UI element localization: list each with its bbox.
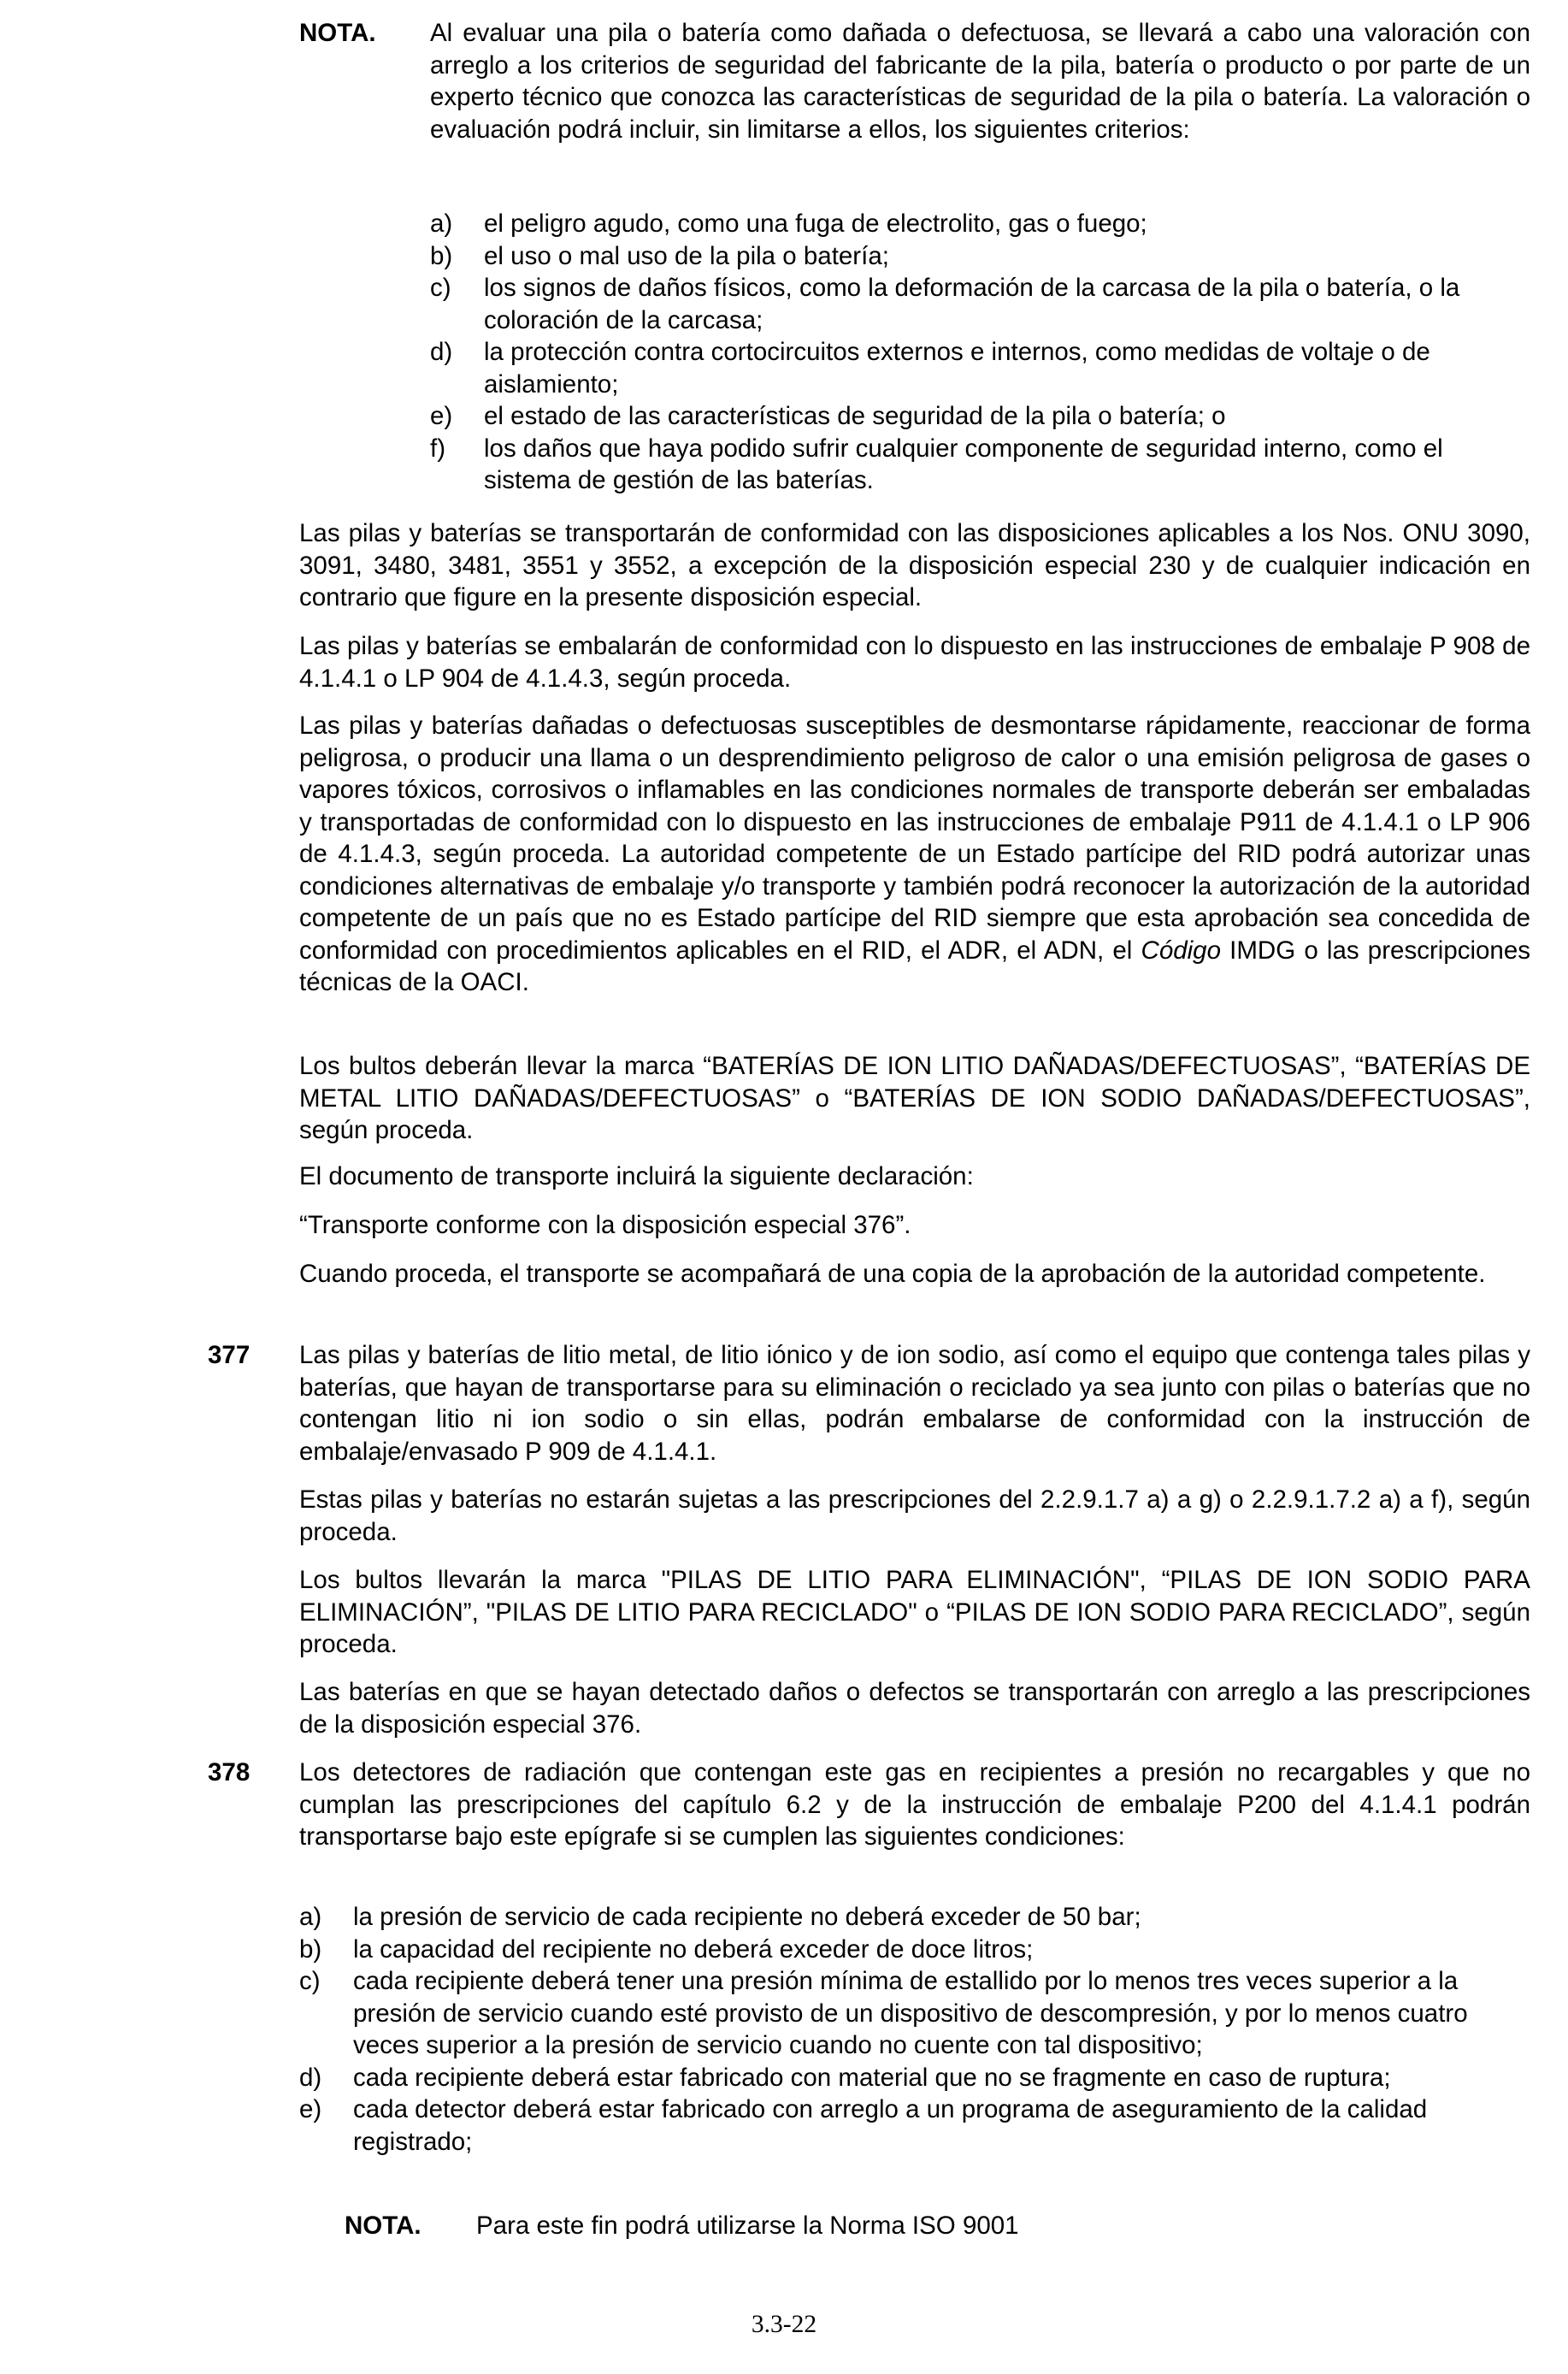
list-item-text: la protección contra cortocircuitos externos e internos, como medidas de voltaje o de aislamiento; — [484, 338, 1430, 399]
list-item-text: los daños que haya podido sufrir cualquier componente de seguridad interno, como el sistema de gestión de las baterías. — [484, 434, 1443, 494]
list-item-label: c) — [299, 1967, 321, 1995]
sp377-paragraph-4: Las baterías en que se hayan detectado daños o defectos se transportarán con arreglo a las prescripciones de la disposición especial 376. — [299, 1678, 1530, 1739]
list-item-text: la presión de servicio de cada recipiente no deberá exceder de 50 bar; — [353, 1903, 1141, 1931]
sp376-paragraph-7: Cuando proceda, el transporte se acompañará de una copia de la aprobación de la autoridad competente. — [299, 1260, 1486, 1288]
sp377-paragraph-3: Los bultos llevarán la marca "PILAS DE LITIO PARA ELIMINACIÓN", “PILAS DE ION SODIO PARA ELIMINACIÓN”, "PILAS DE LITIO PARA RECICLADO" o “PILAS DE ION SODIO PARA RECICLADO”, según proceda. — [299, 1566, 1530, 1658]
list-item — [430, 208, 1530, 240]
list-item — [430, 400, 1530, 433]
list-item — [299, 1934, 1530, 1966]
list-item-label: c) — [430, 274, 451, 302]
list-item — [430, 433, 1530, 497]
sp378-nota-label: NOTA. — [345, 2212, 421, 2240]
list-item — [430, 272, 1530, 336]
list-item-label: e) — [430, 402, 453, 430]
list-item-text: el estado de las características de seguridad de la pila o batería; o — [484, 402, 1226, 430]
list-item-text: cada recipiente deberá estar fabricado con material que no se fragmente en caso de ruptura; — [353, 2063, 1391, 2092]
page-number: 3.3-22 — [751, 2311, 817, 2338]
sp376-paragraph-4: Los bultos deberán llevar la marca “BATERÍAS DE ION LITIO DAÑADAS/DEFECTUOSAS”, “BATERÍAS DE METAL LITIO DAÑADAS/DEFECTUOSAS” o “BATERÍAS DE ION SODIO DAÑADAS/DEFECTUOSAS”, según proceda. — [299, 1052, 1530, 1144]
sp377-paragraph-1: Las pilas y baterías de litio metal, de litio iónico y de ion sodio, así como el equipo que contenga tales pilas y baterías, que hayan de transportarse para su eliminación o reciclado ya sea junto con pilas o baterías que no contengan litio ni ion sodio o sin ellas, podrán embalarse de conformidad con la instrucción de embalaje/envasado P 909 de 4.1.4.1. — [299, 1341, 1530, 1466]
list-item — [430, 336, 1530, 400]
nota-label: NOTA. — [299, 19, 376, 47]
list-item-text: la capacidad del recipiente no deberá exceder de doce litros; — [353, 1934, 1034, 1964]
list-item-text: los signos de daños físicos, como la deformación de la carcasa de la pila o batería, o la coloración de la carcasa; — [484, 274, 1460, 334]
sp378-nota-text: Para este fin podrá utilizarse la Norma ISO 9001 — [476, 2212, 1019, 2240]
list-item-text: cada recipiente deberá tener una presión mínima de estallido por lo menos tres veces superior a la presión de servicio cuando esté provisto de un dispositivo de descompresión, y por lo menos cuatro veces superior a la presión de servicio cuando no cuente con tal dispositivo; — [353, 1967, 1468, 2059]
list-item — [299, 2093, 1530, 2158]
list-item-label: a) — [299, 1903, 322, 1931]
list-item-label: a) — [430, 210, 453, 238]
list-item-label: d) — [430, 338, 453, 366]
list-item — [299, 1901, 1530, 1934]
sp376-paragraph-6: “Transporte conforme con la disposición especial 376”. — [299, 1211, 911, 1239]
sp376-paragraph-3-part-1: Las pilas y baterías dañadas o defectuosas susceptibles de desmontarse rápidamente, reaccionar de forma peligrosa, o producir una llama o un desprendimiento peligroso de calor o una emisión peligrosa de gases o vapores tóxicos, corrosivos o inflamables en las condiciones normales de transporte deberán ser embaladas y transportadas de conformidad con lo dispuesto en las instrucciones de embalaje P911 de 4.1.4.1 o LP 906 de 4.1.4.3, según proceda. La autoridad competente de un Estado partícipe del RID podrá autorizar unas condiciones alternativas de embalaje y/o transporte y también podrá reconocer la autorización de la autoridad competente de un país que no es Estado partícipe del RID siempre que esta aprobación sea concedida de conformidad con procedimientos aplicables en el RID, el ADR, el ADN, el — [299, 712, 1530, 965]
sp376-paragraph-1: Las pilas y baterías se transportarán de conformidad con las disposiciones aplicables a los Nos. ONU 3090, 3091, 3480, 3481, 3551 y 3552, a excepción de la disposición especial 230 y de cualquier indicación en contrario que figure en la presente disposición especial. — [299, 519, 1530, 611]
list-item-text: el peligro agudo, como una fuga de electrolito, gas o fuego; — [484, 210, 1147, 238]
nota-criteria-list — [430, 208, 1530, 497]
list-item — [430, 240, 1530, 273]
sp376-paragraph-3 — [299, 710, 1530, 999]
sp378-number: 378 — [208, 1758, 251, 1786]
list-item-text: el uso o mal uso de la pila o batería; — [484, 241, 889, 270]
list-item-label: e) — [299, 2095, 322, 2123]
list-item — [299, 2062, 1530, 2094]
list-item-label: f) — [430, 434, 446, 463]
sp378-conditions-list — [299, 1901, 1530, 2158]
sp376-paragraph-2: Las pilas y baterías se embalarán de conformidad con lo dispuesto en las instrucciones de embalaje P 908 de 4.1.4.1 o LP 904 de 4.1.4.3, según proceda. — [299, 632, 1530, 693]
list-item-text: cada detector deberá estar fabricado con arreglo a un programa de aseguramiento de la calidad registrado; — [353, 2095, 1428, 2156]
list-item-label: b) — [299, 1934, 322, 1964]
sp376-paragraph-3-italic: Código — [1141, 936, 1221, 965]
list-item-label: d) — [299, 2063, 322, 2092]
sp376-paragraph-5: El documento de transporte incluirá la siguiente declaración: — [299, 1162, 974, 1190]
list-item — [299, 1965, 1530, 2062]
sp376-paragraph-3-part-2: IMDG o las prescripciones técnicas de la OACI. — [299, 936, 1530, 996]
nota-intro: Al evaluar una pila o batería como dañada o defectuosa, se llevará a cabo una valoración con arreglo a los criterios de seguridad del fabricante de la pila, batería o producto o por parte de un experto técnico que conozca las características de seguridad de la pila o batería. La valoración o evaluación podrá incluir, sin limitarse a ellos, los siguientes criterios: — [430, 19, 1530, 144]
sp377-paragraph-2: Estas pilas y baterías no estarán sujetas a las prescripciones del 2.2.9.1.7 a) a g) o 2.2.9.1.7.2 a) a f), según proceda. — [299, 1485, 1530, 1546]
list-item-label: b) — [430, 241, 453, 270]
sp378-paragraph-1: Los detectores de radiación que contengan este gas en recipientes a presión no recargables y que no cumplan las prescripciones del capítulo 6.2 y de la instrucción de embalaje P200 del 4.1.4.1 podrán transportarse bajo este epígrafe si se cumplen las siguientes condiciones: — [299, 1758, 1530, 1851]
sp377-number: 377 — [208, 1341, 251, 1369]
